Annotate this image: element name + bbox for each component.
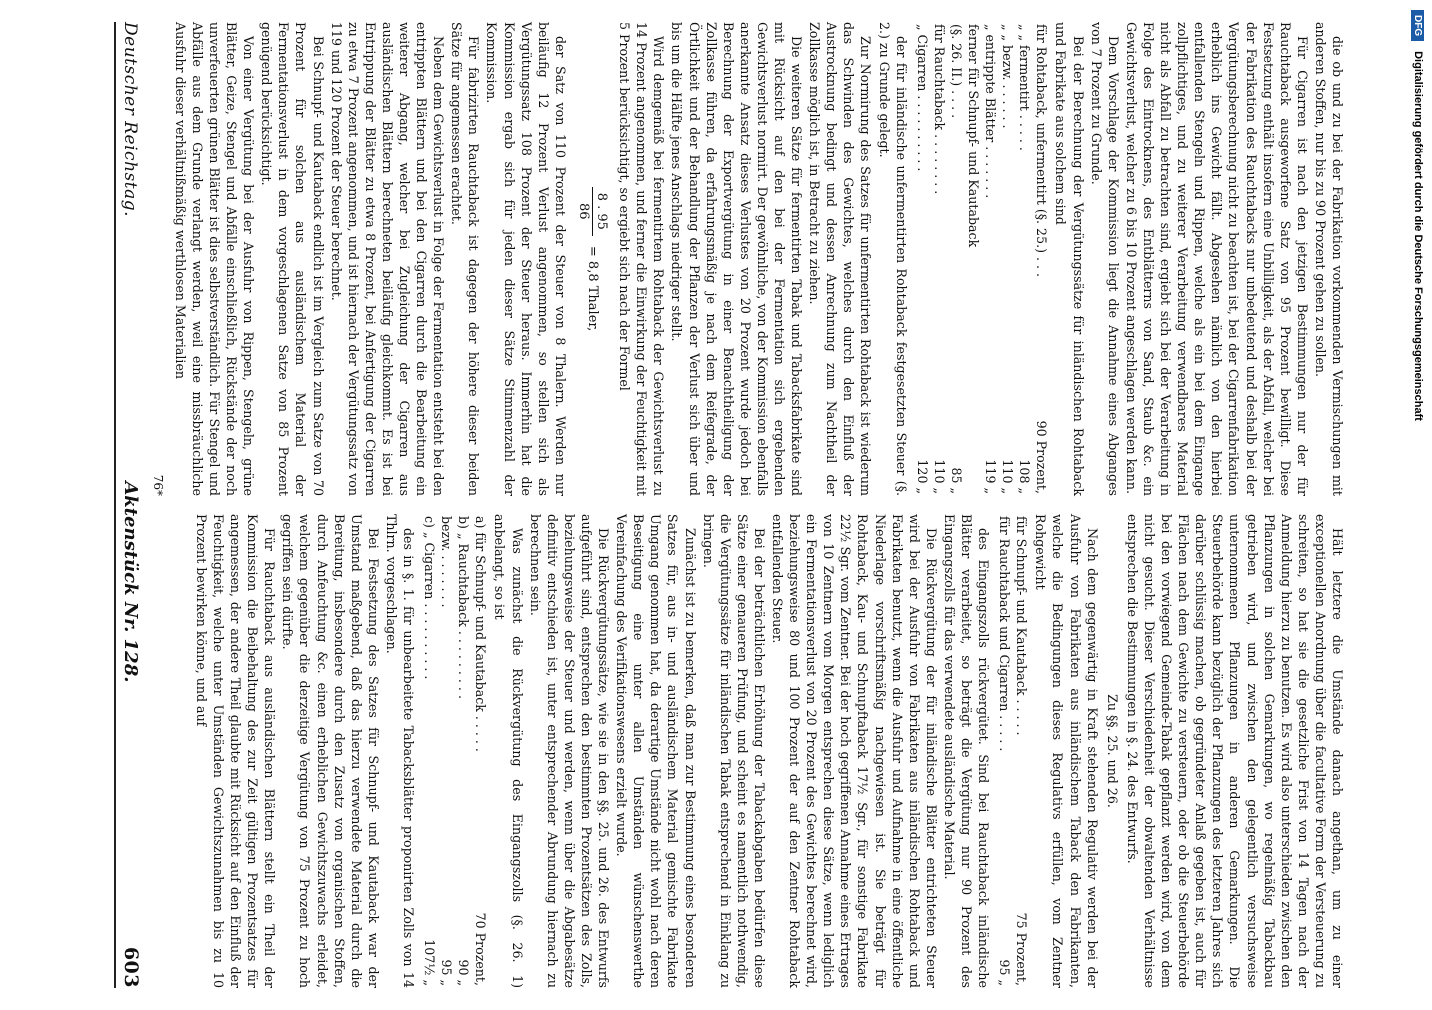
table-row	[421, 514, 438, 988]
table-row	[438, 514, 455, 988]
table-row	[1033, 22, 1050, 496]
table-row	[948, 22, 965, 496]
paragraph: Für fabrizirten Rauchtaback ist dagegen der höhere dieser beiden Sätze für angemessen erachtet.	[449, 22, 482, 496]
export-rate-table-current	[996, 514, 1030, 988]
rate-value: 110 „	[1000, 459, 1016, 494]
table-row	[914, 22, 931, 496]
paragraph: Nach dem gegenwärtig in Kraft stehenden Regulativ werden bei der Ausfuhr von Fabrikaten aus inländischem Taback den Fabrikanten, welche die Bedingungen dieses Regulativs erfüllen, vom Zentner Rohgewicht	[1033, 514, 1100, 988]
paragraph: der Satz von 110 Prozent der Steuer von 8 Thalern. Werden nur beiläufig 12 Prozent Verlust angenommen, so stellen sich als Vergütungssatz 108 Prozent der Steuer heraus. Immerhin hat die Kommission ergab sich für jeden dieser Sätze Stimmenzahl der Kommission.	[484, 22, 568, 496]
formula-numerator: 8 . 95	[592, 187, 610, 236]
table-row	[472, 514, 489, 988]
rate-label: c) „ Cigarren . . . . . . . . . .	[422, 516, 438, 680]
paragraph: des in §. 1. für unbearbeitete Tabacksblätter proponirten Zolls von 14 Thlrn. vorgeschlagen.	[383, 514, 417, 988]
paragraph: Wird demgemäß bei fermentirtem Rohtaback der Gewichtsverlust zu 14 Prozent angenommen, und ferner die Einwirkung der Feuchtigkeit mit 5 Prozent berücksichtigt, so ergiebt sich nach der Formel	[617, 22, 667, 496]
rate-label: für Rauchtaback und Cigarren . . . . .	[997, 516, 1013, 752]
table-row	[1013, 514, 1030, 988]
rate-label: „ „ bezw. . . . . . .	[1000, 24, 1016, 129]
paragraph: Bei Festsetzung des Satzes für Schnupf- und Kautaback war der Umstand maßgebend, daß das hierzu verwendete Material durch die Bereitung, insbesondere durch den Zusatz von organischen Stoffen, durch Anfeuchtung &c. einen erheblichen Gewichtszuwachs erleidet, welchem gegenüber die derzeitige Vergütung von 75 Prozent zu hoch gegriffen sein dürfte.	[280, 514, 381, 988]
digitization-credit	[1404, 0, 1432, 1010]
paragraph: Die weiteren Sätze für fermentirten Tabak und Tabacksfabrikate sind mit Rücksicht auf den bei der Fermentation sich ergebenden Gewichtsverlust normirt. Der gewöhnliche, von der Kommission ebenfalls anerkannte Ansatz dieses Verlustes von 20 Prozent wurde jedoch bei Berechnung der Exportvergütung in einer Benachtheiligung der Zollkasse führen, da erfahrungsmäßig je nach dem Reifegrade, der Örtlichkeit und der Behandlung der Pflanzen der Verlust sich über und bis um die Hälfte jenes Anschlags niedriger stellt.	[669, 22, 805, 496]
export-rate-table-proposed	[421, 514, 489, 988]
rate-label: für Rohtaback, unfermentirt (§. 25.) . . .	[1034, 24, 1050, 278]
paragraph: Bei Schnupf- und Kautaback endlich ist im Vergleich zum Satze von 70 Prozent für solchen aus ausländischem Material der Fermentationsverlust in dem vorgeschlagenen Satze von 85 Prozent genügend berücksichtigt.	[259, 22, 326, 496]
paragraph: Dem Vorschlage der Kommission liegt die Annahme eines Abganges von 7 Prozent zu Grunde.	[1088, 22, 1121, 496]
rate-label: „ Cigarren . . . . . . . . . .	[914, 24, 930, 172]
rate-label: „ „ fermentirt . . . . .	[1017, 24, 1033, 151]
paragraph: Für Rauchtaback aus ausländischen Blättern stellt ein Theil der Kommission die Beibehaltung des zur Zeit gültigen Prozentsatzes für angemessen, der andere Theil glaubte mit Rücksicht auf den Einfluß der Feuchtigkeit, welche unter Umständen Gewichtszunahmen bis zu 10 Prozent bewirken könne, und auf	[193, 514, 278, 988]
column-left	[180, 514, 1346, 988]
formula-denominator: 86	[575, 203, 591, 220]
digitization-credit-strip	[1404, 0, 1432, 1000]
paragraph: Neben dem Gewichtsverlust in Folge der Fermentation entsteht bei den entrippten Blättern und bei den Cigarren durch die Bearbeitung ein weiterer Abgang, welcher bei Zugleichung der Cigarren aus ausländischen Blättern berechneten beiläufig gleichkommt. Es ist bei Entrippung der Blätter zu etwa 8 Prozent, bei Anfertigung der Cigarren zu etwa 7 Prozent angenommen, und ist hiernach der Vergütungssatz von 119 und 120 Prozent der Steuer berechnet.	[328, 22, 447, 497]
rate-value	[965, 325, 982, 496]
signature-mark: 76*	[150, 474, 165, 496]
header-document-number: Aktenstück Nr. 128.	[120, 481, 141, 683]
table-row	[982, 22, 999, 496]
rate-value: 95 „	[997, 959, 1013, 986]
paragraph: Bei der beträchtlichen Erhöhung der Tabackabgaben bedürfen diese Sätze einer genaueren Prüfung, und scheint es namentlich nothwendig, die Vergütungssätze für inländischen Tabak entsprechend in Einklang zu bringen.	[700, 514, 767, 988]
paragraph: Zunächst ist zu bemerken, daß man zur Bestimmung eines besonderen Satzes für, aus in- und ausländischem Material gemischte Fabrikate Umgang genommen hat, da derartige Umstände nicht wohl nach deren Beseitigung eine unter allen Umständen wünschenswerthe Vereinfachung des Verifikationswesens erzielt wurde.	[614, 514, 698, 988]
paragraph: Für Cigarren ist nach den jetzigen Bestimmungen nur der für Rauchtaback ausgeworfene Satz von 95 Prozent bewilligt. Diese Festsetzung enthält insofern eine Unbilligkeit, als der Abfall, welcher bei der Fabrikation des Rauchtabacks nur unbedeutend und deshalb bei der Vergütungsberechnung nicht zu beachten ist, bei der Cigarrenfabrikation erheblich ins Gewicht fällt. Abgesehen nämlich von den hierbei entfallenden Stengeln und Rippen, welche als ein bei dem Eingange zollpflichtiges, und zu weiterer Verarbeitung verwendbares Material nicht als Abfall zu betrachten sind, ergiebt sich bei der Verarbeitung in Folge des Eintrocknens, des Entblätterns von Sand, Staub &c. ein Gewichtsverlust, welcher zu 6 bis 10 Prozent angeschlagen werden kann.	[1123, 22, 1310, 496]
paragraph: die ob und zu bei der Fabrikation vorkommenden Vermischungen mit anderen Stoffen, nur bis zu 90 Prozent gehen zu sollen.	[1312, 22, 1345, 496]
rate-label: „ entrippte Blätter . . . . . . .	[983, 24, 999, 199]
rate-value: 107½ „	[422, 939, 438, 986]
rate-value: 108 „	[1017, 459, 1033, 494]
table-row	[931, 22, 948, 496]
domestic-rate-table	[914, 22, 1051, 496]
rate-label: b) „ Rauchtaback . . . . . . . . .	[456, 516, 472, 699]
paragraph: Bei der Berechnung der Vergütungssätze für inländischen Rohtaback und Fabrikate aus solchem sind	[1053, 22, 1086, 496]
formula	[575, 22, 610, 496]
paragraph: Die Rückvergütung der für inländische Blätter entrichteten Steuer wird bei der Ausfuhr von Fabrikaten aus inländischen Rohtaback und Fabrikaten benutzt, wenn die Ausfuhr und Aufnahme in eine öffentliche Niederlage vorschriftsmäßig nachgewiesen ist. Sie beträgt für Rohtaback, Kau- und Schnupftaback 17½ Sgr., für sonstige Fabrikate 22½ Sgr. vom Zentner. Bei der hoch gegriffenen Annahme eines Ertrages von 10 Zentnern vom Morgen entsprechen diese Sätze, wenn lediglich ein Fermentationsverlust von 20 Prozent des Gewichtes berechnet wird, beziehungsweise 80 und 100 Prozent der auf den Zentner Rohtaback entfallenden Steuer.	[770, 514, 939, 988]
rate-label: ferner für Schnupf- und Kautaback	[966, 24, 982, 248]
paragraph: Was zunächst die Rückvergütung des Eingangszolls (§. 26. 1) anbelangt, so ist	[492, 514, 525, 988]
rate-value: 110 „	[931, 459, 947, 494]
paragraph: Hält letztere die Umstände danach angethan, um zu einer exceptionellen Anordnung über die facultative Form der Versteuerung zu schreiten, so hat sie die gesetzliche Frist von 14 Tagen nach der Anmeldung hierzu zu benutzen. Es wird also unterschieden zwischen den Pflanzungen in solchen Gemarkungen, wo regelmäßig Tabackbau getrieben wird, und zwischen den gelegentlich versuchsweise unternommenen Pflanzungen in anderen Gemarkungen. Die Steuerbehörde kann bezüglich der Pflanzungen des letzteren Jahres sich darüber schlüssig machen, ob gegründeter Anlaß gegeben ist, auch für Flächen nach dem Gewichte zu versteuern, oder ob die Steuerbehörde bei den vorwiegend Gemeinde-Tabak gepflanzt werden wird, von dem nicht gesucht. Dieser Verschiedenheit der obwaltenden Verhältnisse entsprechen die Bestimmungen in §. 24. des Entwurfs.	[1124, 514, 1345, 988]
paragraph: Von einer Vergütung bei der Ausfuhr von Rippen, Stengeln, grüne Blätter, Geize, Stengel und Abfälle einschließlich, Rückstände der noch unverfeuerten grünen Blätter ist dies selbstverständlich. Für Stengel und Abfälle aus dem Grunde verlangt werden, weil eine missbräuchliche Ausfuhr dieser verhältnißmäßig werthlosen Materialien	[172, 22, 257, 496]
text-columns	[150, 22, 1346, 988]
section-heading: Zu §§. 25. und 26.	[1104, 694, 1120, 808]
header-publication: Deutscher Reichstag.	[120, 22, 140, 217]
credit-text: Digitalisierung gefördert durch die Deutsche Forschungsgemeinschaft	[1412, 51, 1424, 421]
rate-value: 70 Prozent,	[473, 912, 489, 986]
table-row	[996, 514, 1013, 988]
paragraph: Die Rückvergütungssätze, wie sie in den §§. 25. und 26. des Entwurfs aufgeführt sind, entsprechen den bestimmten Prozentsätzen des Zolls, beziehungsweise der Steuer und werden, wenn über die Abgabesätze definitiv entschieden ist, unter entsprechender Abrundung hiernach zu berechnen sein.	[527, 514, 612, 988]
paragraph: der für inländische unfermentirten Rohtaback festgesetzten Steuer (§. 2.) zu Grunde gelegt.	[876, 22, 909, 496]
rate-value: 85 „	[948, 467, 964, 494]
paragraph: des Eingangszolls rückvergütet. Sind bei Rauchtaback inländische Blätter verarbeitet, so beträgt die Vergütung nur 90 Prozent des Eingangszolls für das verwendete ausländische Material.	[941, 514, 992, 988]
rate-label: a) für Schnupf- und Kautaback . . . . .	[473, 516, 489, 752]
rate-value: 90 Prozent,	[1034, 420, 1050, 494]
table-row	[1016, 22, 1033, 496]
table-row	[455, 514, 472, 988]
rate-label: bezw. . . . . . . .	[439, 516, 455, 608]
rate-value: 75 Prozent,	[1014, 912, 1030, 986]
table-row	[999, 22, 1016, 496]
formula-result: = 8,8 Thaler,	[585, 245, 601, 332]
rate-value: 95 „	[439, 959, 455, 986]
table-row	[965, 22, 982, 496]
rate-label: (§. 26. II.) . . . .	[948, 24, 964, 119]
rate-label: für Rauchtaback . . . . . . . .	[931, 24, 947, 195]
rate-label: für Schnupf- und Kautaback . . . . .	[1014, 516, 1030, 736]
column-right	[150, 22, 1346, 497]
formula-fraction	[575, 187, 610, 236]
rate-value: 90 „	[456, 959, 472, 986]
header-page-number: 603	[120, 946, 142, 988]
paragraph: Zur Normirung des Satzes für unfermentirten Rohtaback ist wiederum das Schwinden des Gewichtes, welches durch den Einfluß der Austrocknung bedingt und dessen Anrechnung zum Nachtheil der Zollkasse möglich ist, in Betracht zu ziehen.	[807, 22, 874, 496]
dfg-logo: DFG	[1412, 10, 1425, 41]
rate-value: 120 „	[914, 459, 930, 494]
rate-value: 119 „	[983, 459, 999, 494]
